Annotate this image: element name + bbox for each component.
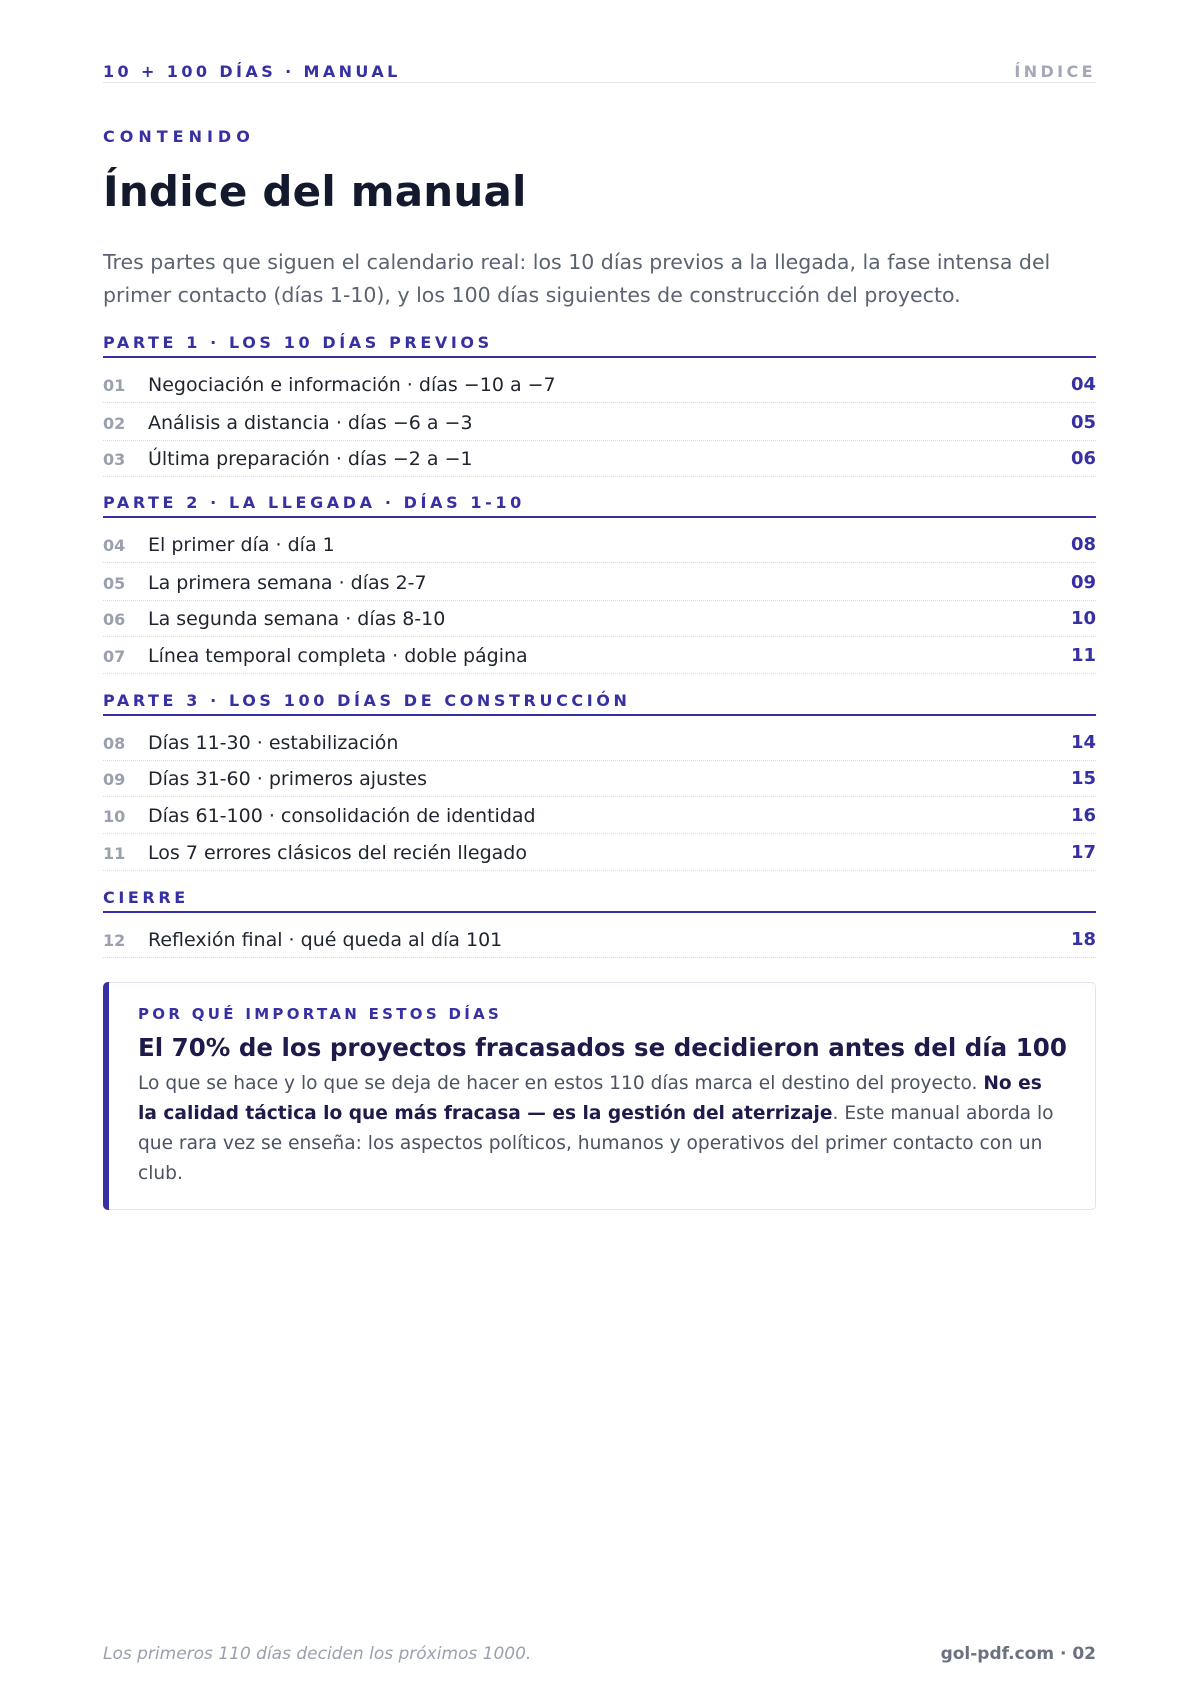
toc-page-number: 17 [1070, 842, 1096, 863]
toc-row[interactable] [103, 797, 1096, 834]
toc-chapter-title: Los 7 errores clásicos del recién llegado [148, 842, 527, 864]
toc-chapter-number: 09 [103, 770, 126, 789]
callout-accent-bar [103, 982, 109, 1210]
toc-section-title: PARTE 1 · LOS 10 DÍAS PREVIOS [103, 333, 493, 352]
callout-body-emphasis: No es la calidad táctica lo que más fracasa — es la gestión del aterrizaje [138, 1073, 1042, 1124]
toc-chapter-title: La primera semana · días 2-7 [148, 572, 427, 594]
toc-row[interactable] [103, 724, 1096, 761]
toc-chapter-number: 12 [103, 931, 126, 950]
running-header-section: ÍNDICE [1014, 62, 1096, 81]
toc-section-heading [103, 490, 1096, 518]
callout-body-end: . Este manual aborda lo que rara vez se enseña: los aspectos políticos, humanos y operativos del primer contacto con un club. [138, 1103, 1054, 1184]
toc-page-number: 06 [1070, 448, 1096, 469]
toc-chapter-title: Análisis a distancia · días −6 a −3 [148, 412, 473, 434]
callout-box [103, 982, 1096, 1210]
toc-chapter-title: Línea temporal completa · doble página [148, 645, 528, 667]
toc-chapter-number: 04 [103, 536, 126, 555]
toc-page-number: 18 [1070, 929, 1096, 950]
toc-row[interactable] [103, 600, 1096, 637]
toc-row[interactable] [103, 366, 1096, 403]
toc-page-number: 10 [1070, 608, 1096, 629]
callout-body [138, 1069, 1058, 1189]
toc-page-number: 16 [1070, 805, 1096, 826]
toc-chapter-number: 05 [103, 574, 126, 593]
toc-chapter-title: Reflexión final · qué queda al día 101 [148, 929, 503, 951]
toc-section-heading [103, 688, 1096, 716]
toc-chapter-number: 11 [103, 844, 126, 863]
toc-row[interactable] [103, 526, 1096, 563]
callout-eyebrow: POR QUÉ IMPORTAN ESTOS DÍAS [138, 1005, 503, 1023]
toc-chapter-title: Última preparación · días −2 a −1 [148, 448, 473, 470]
toc-section-title: PARTE 2 · LA LLEGADA · DÍAS 1-10 [103, 493, 525, 512]
toc-row[interactable] [103, 404, 1096, 441]
toc-section-heading [103, 330, 1096, 358]
footer-tagline: Los primeros 110 días deciden los próximos 1000. [103, 1644, 532, 1664]
manual-page [103, 0, 1096, 1685]
callout-title: El 70% de los proyectos fracasados se decidieron antes del día 100 [138, 1033, 1067, 1062]
toc-row[interactable] [103, 564, 1096, 601]
toc-page-number: 14 [1070, 732, 1096, 753]
running-header-title: 10 + 100 DÍAS · MANUAL [103, 62, 401, 81]
toc-chapter-title: Días 11-30 · estabilización [148, 732, 399, 754]
page-title: Índice del manual [103, 167, 527, 216]
toc-chapter-title: El primer día · día 1 [148, 534, 335, 556]
page-intro: Tres partes que siguen el calendario real: los 10 días previos a la llegada, la fase intensa del primer contacto (días 1-10), y los 100 días siguientes de construcción del proyecto. [103, 250, 1051, 307]
callout-body-intro: Lo que se hace y lo que se deja de hacer en estos 110 días marca el destino del proyecto. [138, 1073, 984, 1094]
toc-page-number: 05 [1070, 412, 1096, 433]
toc-row[interactable] [103, 834, 1096, 871]
toc-section-title: PARTE 3 · LOS 100 DÍAS DE CONSTRUCCIÓN [103, 691, 631, 710]
toc-page-number: 09 [1070, 572, 1096, 593]
toc-chapter-number: 01 [103, 376, 126, 395]
running-header [103, 62, 1096, 83]
toc-row[interactable] [103, 921, 1096, 958]
toc-section-heading [103, 885, 1096, 913]
toc-row[interactable] [103, 440, 1096, 477]
toc-section-title: CIERRE [103, 888, 189, 907]
toc-chapter-title: La segunda semana · días 8-10 [148, 608, 446, 630]
toc-row[interactable] [103, 637, 1096, 674]
toc-page-number: 11 [1070, 645, 1096, 666]
toc-page-number: 04 [1070, 374, 1096, 395]
footer-page-reference[interactable]: gol-pdf.com · 02 [940, 1644, 1096, 1664]
toc-chapter-number: 02 [103, 414, 126, 433]
toc-chapter-title: Días 31-60 · primeros ajustes [148, 768, 428, 790]
toc-page-number: 15 [1070, 768, 1096, 789]
page-eyebrow: CONTENIDO [103, 127, 255, 146]
toc-chapter-number: 08 [103, 734, 126, 753]
toc-page-number: 08 [1070, 534, 1096, 555]
toc-chapter-number: 07 [103, 647, 126, 666]
toc-chapter-number: 03 [103, 450, 126, 469]
toc-row[interactable] [103, 760, 1096, 797]
toc-chapter-number: 06 [103, 610, 126, 629]
toc-chapter-title: Días 61-100 · consolidación de identidad [148, 805, 536, 827]
toc-chapter-title: Negociación e información · días −10 a −7 [148, 374, 556, 396]
toc-chapter-number: 10 [103, 807, 126, 826]
